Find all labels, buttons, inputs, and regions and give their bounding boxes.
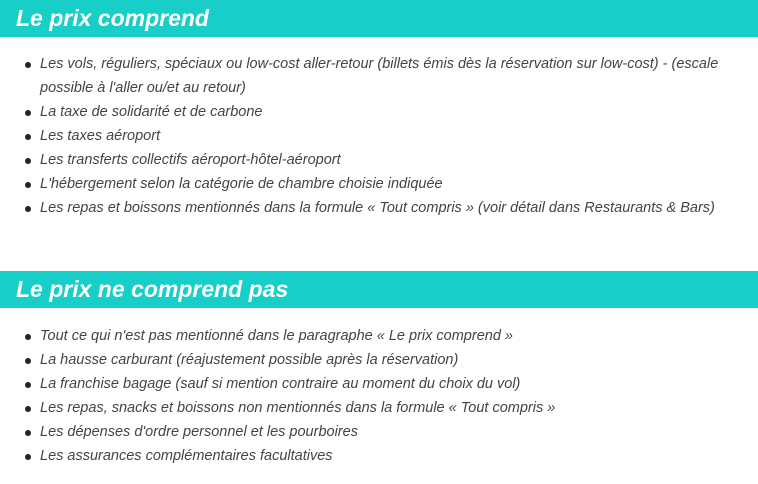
bullet-icon [25,358,31,364]
list-item [0,148,758,172]
bullet-icon [25,158,31,164]
list-item-text: Tout ce qui n'est pas mentionné dans le paragraphe « Le prix comprend » [40,328,513,344]
list-item [0,100,758,124]
list-item [0,444,758,468]
list-item [0,324,758,348]
list-item-text: Les dépenses d'ordre personnel et les pourboires [40,424,358,440]
list-item [0,172,758,196]
bullet-icon [25,134,31,140]
bullet-icon [25,206,31,212]
bullet-icon [25,62,31,68]
excluded-section-header: Le prix ne comprend pas [0,271,758,308]
list-item-text: Les vols, réguliers, spéciaux ou low-cost aller-retour (billets émis dès la réservation sur low-cost) - (escale possible à l'aller ou/et au retour) [40,56,719,96]
list-item-text: La taxe de solidarité et de carbone [40,104,263,120]
list-item-text: Les transferts collectifs aéroport-hôtel-aéroport [40,152,341,168]
excluded-list [0,324,758,468]
list-item [0,124,758,148]
bullet-icon [25,454,31,460]
list-item-text: Les taxes aéroport [40,128,161,144]
list-item-text: Les assurances complémentaires facultatives [40,448,333,464]
list-item [0,420,758,444]
bullet-icon [25,406,31,412]
bullet-icon [25,182,31,188]
bullet-icon [25,334,31,340]
bullet-icon [25,382,31,388]
bullet-icon [25,110,31,116]
bullet-icon [25,430,31,436]
list-item-text: Les repas et boissons mentionnés dans la formule « Tout compris » (voir détail dans Restaurants & Bars) [40,200,715,216]
list-item [0,372,758,396]
list-item [0,396,758,420]
list-item [0,52,758,100]
included-section-header: Le prix comprend [0,0,758,37]
list-item [0,348,758,372]
included-list [0,52,758,220]
list-item [0,196,758,220]
list-item-text: L'hébergement selon la catégorie de chambre choisie indiquée [40,176,443,192]
list-item-text: Les repas, snacks et boissons non mentionnés dans la formule « Tout compris » [40,400,556,416]
list-item-text: La hausse carburant (réajustement possible après la réservation) [40,352,459,368]
list-item-text: La franchise bagage (sauf si mention contraire au moment du choix du vol) [40,376,521,392]
